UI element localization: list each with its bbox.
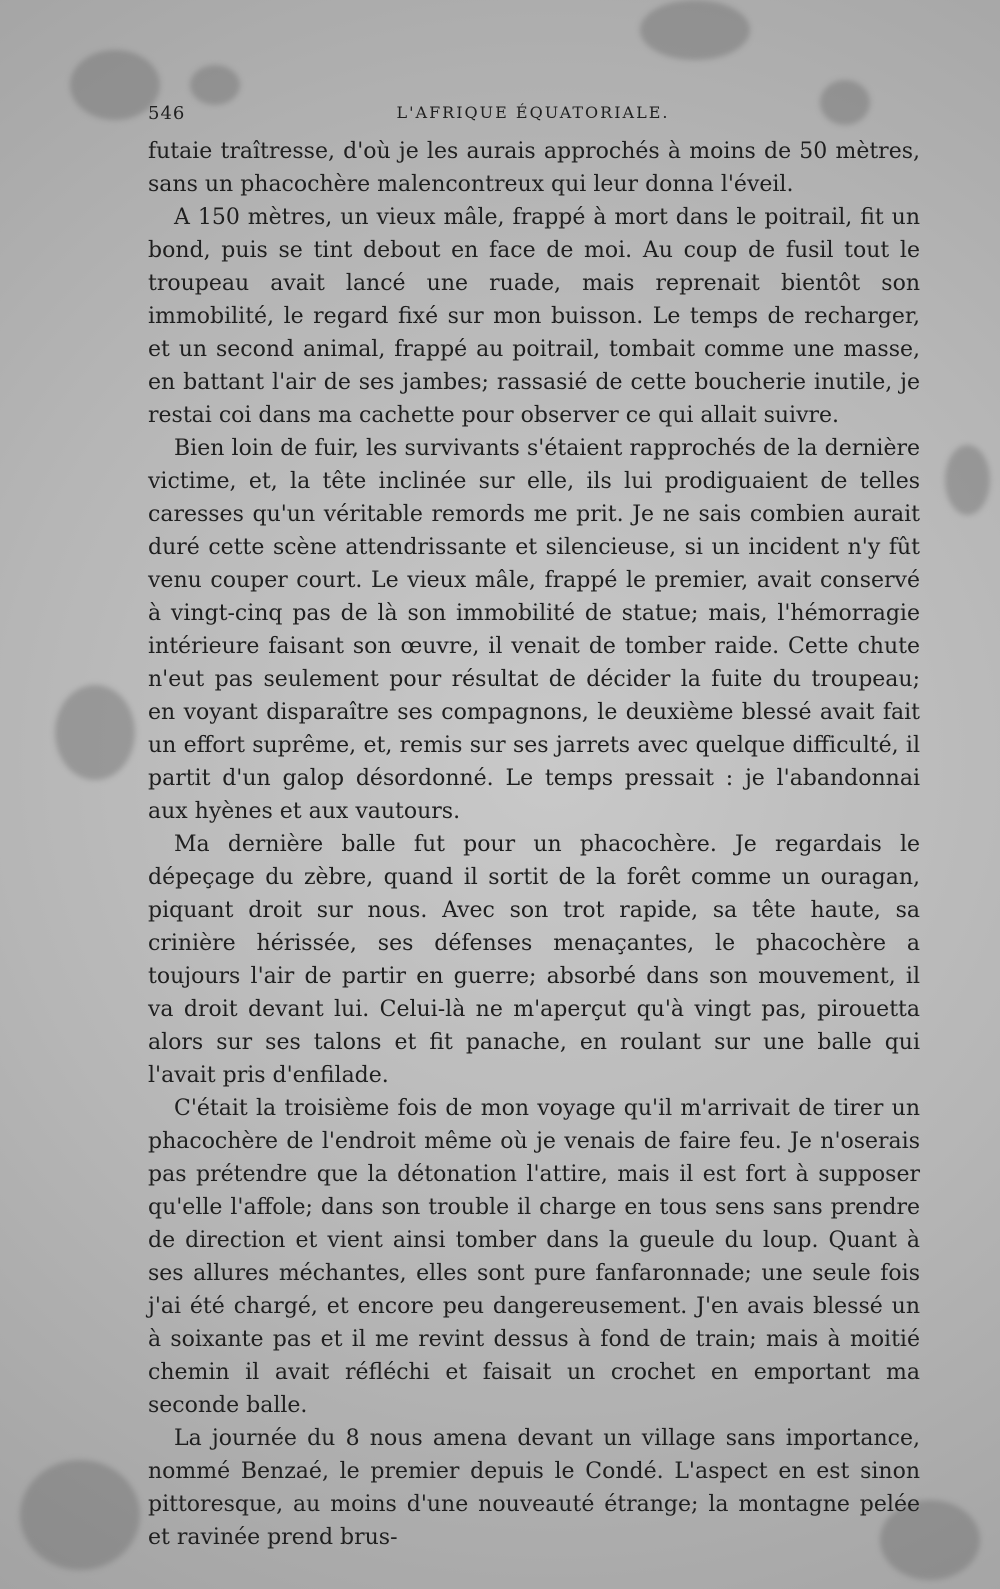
foxing-stain (190, 65, 240, 105)
paragraph: A 150 mètres, un vieux mâle, frappé à mort dans le poitrail, fit un bond, puis se tint debout en face de moi. Au coup de fusil tout le troupeau avait lancé une ruade, mais reprenait bientôt son immobilité, le regard fixé sur mon buisson. Le temps de recharger, et un second animal, frappé au poitrail, tombait comme une masse, en battant l'air de ses jambes; rassasié de cette boucherie inutile, je restai coi dans ma cachette pour observer ce qui allait suivre. (148, 205, 920, 428)
running-title: L'AFRIQUE ÉQUATORIALE. (396, 103, 670, 122)
paragraph: Bien loin de fuir, les survivants s'étaient rapprochés de la dernière victime, et, la tête inclinée sur elle, ils lui prodiguaient de telles caresses qu'un véritable remords me prit. Je ne sais combien aurait duré cette scène attendrissante et silencieuse, si un incident n'y fût venu couper court. Le vieux mâle, frappé le premier, avait conservé à vingt-cinq pas de là son immobilité de statue; mais, l'hémorragie intérieure faisant son œuvre, il venait de tomber raide. Cette chute n'eut pas seulement pour résultat de décider la fuite du troupeau; en voyant disparaître ses compagnons, le deuxième blessé avait fait un effort suprême, et, remis sur ses jarrets avec quelque difficulté, il partit d'un galop désordonné. Le temps pressait : je l'abandonnai aux hyènes et aux vautours. (148, 436, 920, 824)
page-number: 546 (148, 103, 186, 124)
foxing-stain (945, 445, 990, 515)
body-text (148, 135, 920, 1554)
paragraph: La journée du 8 nous amena devant un village sans importance, nommé Benzaé, le premier depuis le Condé. L'aspect en est sinon pittoresque, au moins d'une nouveauté étrange; la montagne pelée et ravinée prend brus- (148, 1426, 920, 1550)
foxing-stain (20, 1460, 140, 1570)
paragraph: futaie traîtresse, d'où je les aurais approchés à moins de 50 mètres, sans un phacochère malencontreux qui leur donna l'éveil. (148, 139, 920, 197)
foxing-stain (640, 0, 750, 60)
foxing-stain (55, 685, 135, 780)
paragraph: Ma dernière balle fut pour un phacochère. Je regardais le dépeçage du zèbre, quand il sortit de la forêt comme un ouragan, piquant droit sur nous. Avec son trot rapide, sa tête haute, sa crinière hérissée, ses défenses menaçantes, le phacochère a toujours l'air de partir en guerre; absorbé dans son mouvement, il va droit devant lui. Celui-là ne m'aperçut qu'à vingt pas, pirouetta alors sur ses talons et fit panache, en roulant sur une balle qui l'avait pris d'enfilade. (148, 832, 920, 1088)
paragraph: C'était la troisième fois de mon voyage qu'il m'arrivait de tirer un phacochère de l'endroit même où je venais de faire feu. Je n'oserais pas prétendre que la détonation l'attire, mais il est fort à supposer qu'elle l'affole; dans son trouble il charge en tous sens sans prendre de direction et vient ainsi tomber dans la gueule du loup. Quant à ses allures méchantes, elles sont pure fanfaronnade; une seule fois j'ai été chargé, et encore peu dangereusement. J'en avais blessé un à soixante pas et il me revint dessus à fond de train; mais à moitié chemin il avait réfléchi et faisait un crochet en emportant ma seconde balle. (148, 1096, 920, 1418)
foxing-stain (70, 50, 160, 120)
page-header (148, 103, 918, 129)
